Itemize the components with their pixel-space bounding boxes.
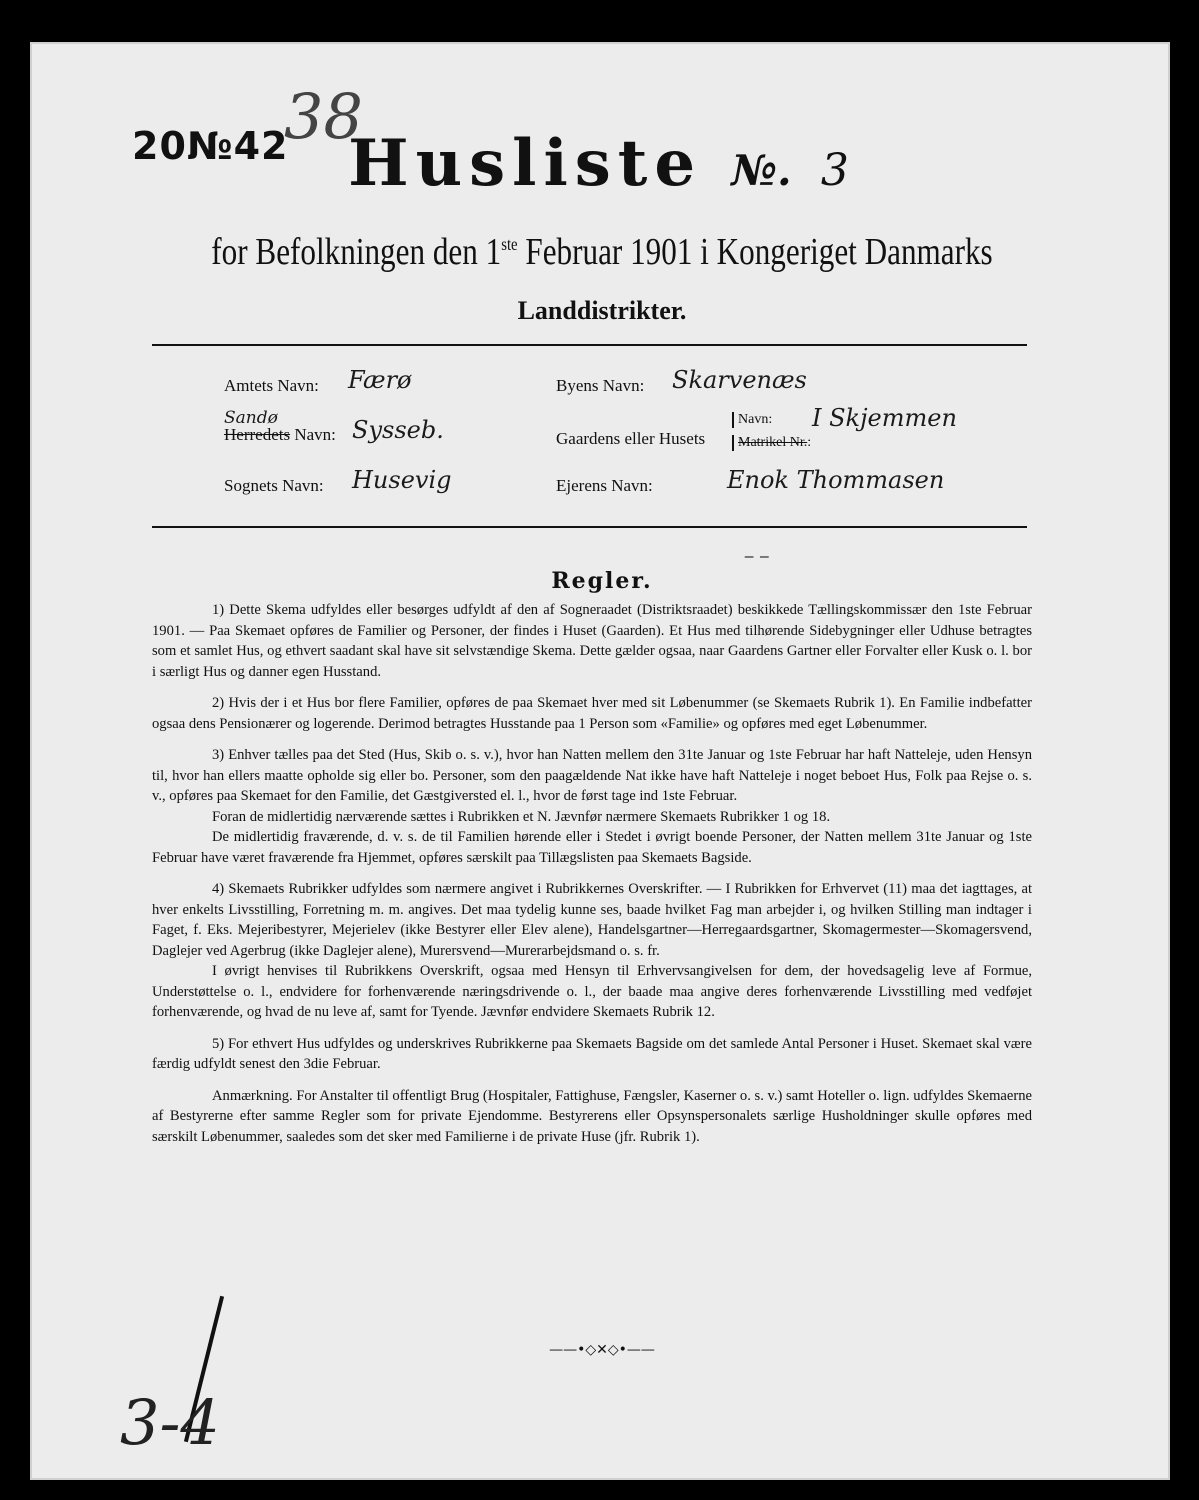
form-subtitle [135,230,1070,274]
rules-heading: Regler. [551,568,653,594]
form-number: 3 [820,145,856,196]
sogn-value: Husevig [352,466,452,494]
title-text: Husliste [348,126,703,201]
fields-divider [152,526,1027,528]
census-form-page [30,42,1170,1480]
closing-ornament: ——•◇✕◇•—— [549,1342,655,1358]
gaard-label: Gaardens eller Husets [556,429,706,448]
top-divider [152,344,1027,346]
subtitle-post: Februar 1901 i Kongeriget Danmarks [517,231,993,273]
sogn-label: Sognets Navn: [224,476,324,495]
herred-label: Navn: [290,425,336,444]
gaard-navn-value: I Skjemmen [812,404,957,432]
number-label: №. [731,146,792,195]
rule-annotation: Anmærkning. For Anstalter til offentligt Brug (Hospitaler, Fattighuse, Fængsler, Kaserner o. s. v.) samt Hoteller o. lign. udfyldes Skemaerne af Bestyrerne efter samme Regler som for private Ejendomme. Bestyrerens eller Opsynspersonalets særlige Husholdninger skulle opføres med særskilt Løbenummer, saaledes som det sker med Familierne i de private Huse (jfr. Rubrik 1). [152,1087,1033,1145]
herred-struck: Herredets [224,425,291,444]
subtitle-pre: for Befolkningen den 1 [211,231,502,273]
form-title [32,126,1172,201]
by-label: Byens Navn: [556,376,645,395]
ejer-label: Ejerens Navn: [556,476,653,495]
rule-paragraph-3: 3) Enhver tælles paa det Sted (Hus, Skib o. s. v.), hvor han Natten mellem den 31te Januar og 1ste Februar har haft Natteleje, uden Hensyn til, hvor han ellers maatte opholde sig eller bo. Personer, som den paagældende Nat ikke have haft Natteleje i noget beboet Hus, Folk paa Rejse o. s. v., opføres paa Skemaet for den Familie, det Gæstgiversted el. l., hvor de først tage ind 1ste Februar. [152,747,1032,804]
by-value: Skarvenæs [672,366,807,394]
gaard-navn-label: Navn: [732,412,772,428]
herred-overwrite: Sandø [224,408,278,428]
dash-marks: ‒ ‒ [744,546,770,565]
amt-value: Færø [348,366,412,394]
rule-paragraph-2: 2) Hvis der i et Hus bor flere Familier, opføres de paa Skemaet hver med sit Løbenummer (se Skemaets Rubrik 1). En Familie indbefatter ogsaa dens Pensionærer og logerende. Derimod betragtes Husstande paa 1 Person som «Familie» og opføres med eget Løbenummer. [152,695,1032,732]
form-district-type: Landdistrikter. [517,296,687,325]
gaard-matr-colon: : [807,435,812,450]
subtitle-sup: ste [501,234,518,254]
herred-label-row [224,425,336,445]
herred-value: Sysseb. [352,416,444,444]
rule-paragraph-3a: Foran de midlertidig nærværende sættes i Rubrikken et N. Jævnfør nærmere Skemaets Rubrikker 1 og 18. [212,808,831,825]
rule-paragraph-1: 1) Dette Skema udfyldes eller besørges udfyldt af den af Sogneraadet (Distriktsraadet) beskikkede Tællingskommissær den 1ste Februar 1901. — Paa Skemaet opføres de Familier og Personer, der findes i Huset (Gaarden). Et Hus med tilhørende Sidebygninger eller Udhuse betragtes som et samlet Hus, og ethvert saadant skal have sit selvstændige Skema. Dette gælder ogsaa, naar Gaardens Gartner eller Forvalter eller Kusk o. l. bor i særligt Hus og danner egen Husstand. [152,602,1032,680]
rule-paragraph-4: 4) Skemaets Rubrikker udfyldes som nærmere angivet i Rubrikkernes Overskrifter. — I Rubrikken for Erhvervet (11) maa det iagttages, at hver enkelts Livsstilling, Forretning m. m. angives. Det maa tydelig kunne ses, baade hvilket Fag man arbejder i, og hvilken Stilling man indtager i Faget, f. Eks. Mejeribestyrer, Mejerielev (ikke Bestyrer eller Elev alene), Handelsgartner—Herregaardsgartner, Skomagermester—Skomagersvend, Daglejer ved Agerbrug (ikke Daglejer alene), Murersvend—Murerarbejdsmand o. s. fr. [152,881,1032,959]
handwritten-page-number: 38 [284,80,363,153]
archive-stamp-number: 20№42 [132,124,289,168]
ejer-value: Enok Thommasen [727,466,945,494]
handwritten-bottom-mark: 3-4 [120,1386,220,1459]
rule-paragraph-5: 5) For ethvert Hus udfyldes og underskrives Rubrikkerne paa Skemaets Bagside om det samlede Antal Personer i Huset. Skemaet skal være færdig udfyldt senest den 3die Februar. [152,1035,1032,1072]
gaard-matr-row [732,435,811,451]
amt-label: Amtets Navn: [224,376,319,395]
rule-paragraph-3b: De midlertidig fraværende, d. v. s. de til Familien hørende eller i Stedet i øvrigt boende Personer, der Natten mellem 31te Januar og 1ste Februar have været fraværende fra Hjemmet, opføres særskilt paa Tillægslisten paa Skemaets Bagside. [152,829,1032,866]
rule-paragraph-4a: I øvrigt henvises til Rubrikkens Overskrift, ogsaa med Hensyn til Erhvervsangivelsen for dem, der hovedsagelig leve af Formue, Understøttelse o. l., endvidere for forhenværende næringsdrivende o. l., der baade maa angive deres forhenværende Livsstilling med vedføjet forhenværende, og hvad de nu leve af, samt for Tyende. Jævnfør endvidere Skemaets Rubrik 12. [152,963,1032,1020]
rules-text [152,600,1032,1158]
gaard-matr-label: Matrikel Nr. [738,435,808,450]
